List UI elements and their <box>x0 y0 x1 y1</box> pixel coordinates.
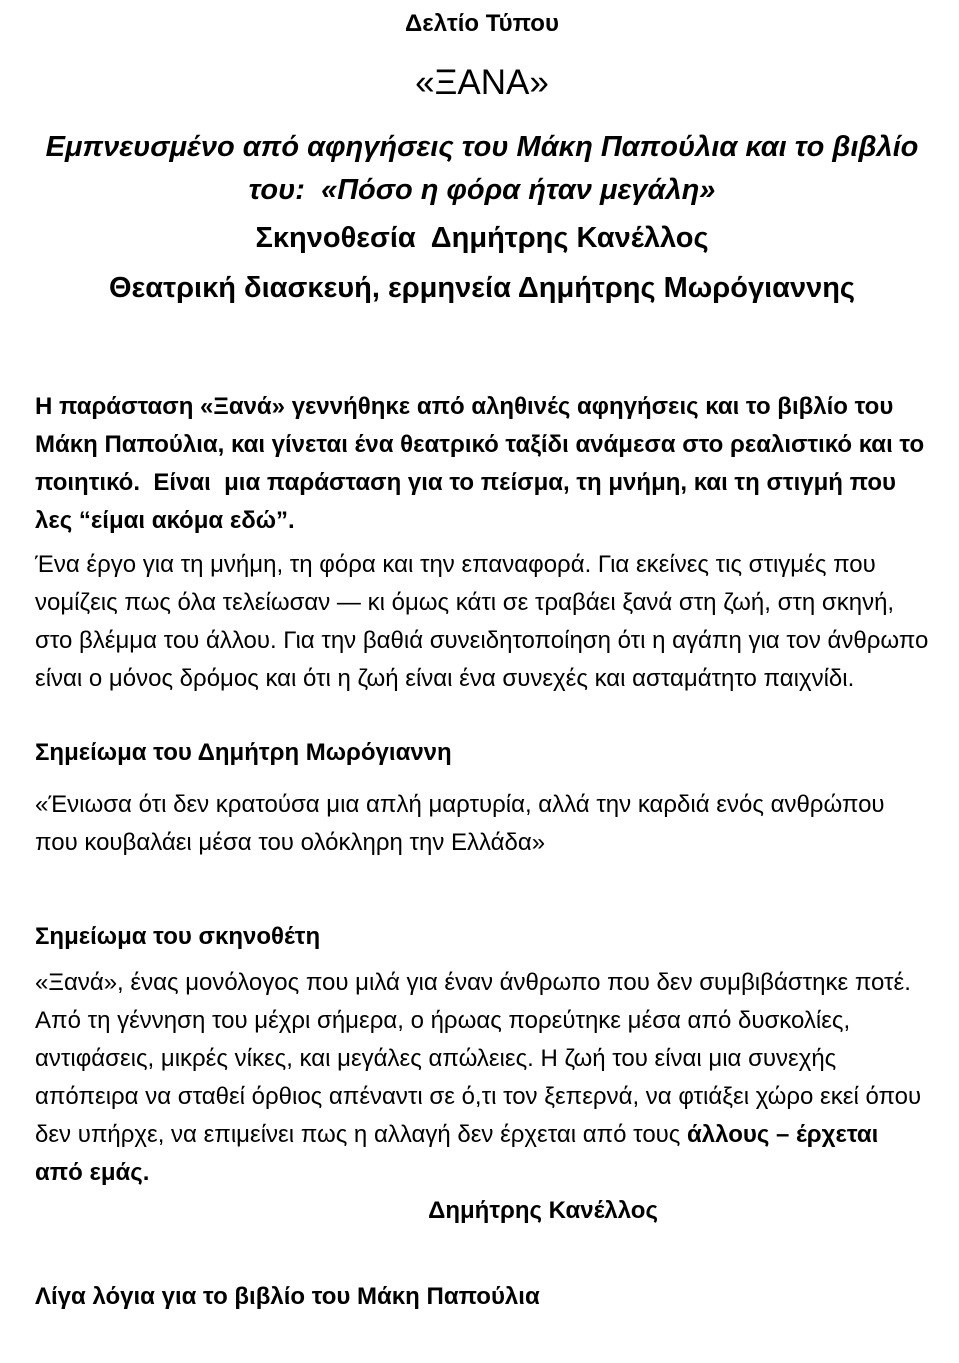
actor-note-text: «Ένιωσα ότι δεν κρατούσα μια απλή μαρτυρία, αλλά την καρδιά ενός ανθρώπου που κουβαλάει μέσα του ολόκληρη την Ελλάδα» <box>35 791 892 856</box>
inspiration-line: Εμπνευσμένο από αφηγήσεις του Μάκη Παπούλια και το βιβλίο του: «Πόσο η φόρα ήταν μεγάλη» <box>45 131 927 206</box>
director-note-text-bold: άλλους – έρχεται από εμάς. <box>35 1121 885 1186</box>
adaptation-credit: Θεατρική διασκευή, ερμηνεία Δημήτρης Μωρόγιαννης <box>108 272 856 304</box>
director-note-heading: Σημείωμα του σκηνοθέτη <box>35 923 321 950</box>
intro-paragraph: Ένα έργο για τη μνήμη, τη φόρα και την επαναφορά. Για εκείνες τις στιγμές που νομίζεις πως όλα τελείωσαν — κι όμως κάτι σε τραβάει ξανά στη ζωή, στη σκηνή, στο βλέμμα του άλλου. Για την βαθιά συνειδητοποίηση ότι η αγάπη για τον άνθρωπο είναι ο μόνος δρόμος και ότι η ζωή είναι ένα συνεχές και ασταμάτητο παιχνίδι. <box>35 551 936 692</box>
intro-paragraph-bold: Η παράσταση «Ξανά» γεννήθηκε από αληθινές αφηγήσεις και το βιβλίο του Μάκη Παπούλια, και γίνεται ένα θεατρικό ταξίδι ανάμεσα στο ρεαλιστικό και το ποιητικό. Είναι μια παράσταση για το πείσμα, τη μνήμη, και τη στιγμή που λες “είμαι ακόμα εδώ”. <box>35 393 931 534</box>
doc-type-title: Δελτίο Τύπου <box>405 10 559 37</box>
director-signature: Δημήτρης Κανέλλος <box>428 1197 658 1224</box>
director-note-text <box>35 964 929 1192</box>
direction-credit: Σκηνοθεσία Δημήτρης Κανέλλος <box>255 222 709 254</box>
show-title: «ΞΑΝΑ» <box>415 63 549 102</box>
director-note-text-regular: «Ξανά», ένας μονόλογος που μιλά για έναν άνθρωπο που δεν συμβιβάστηκε ποτέ. Από τη γέννηση του μέχρι σήμερα, ο ήρωας πορεύτηκε μέσα από δυσκολίες, αντιφάσεις, μικρές νίκες, και μεγάλες απώλειες. Η ζωή του είναι μια συνεχής απόπειρα να σταθεί όρθιος απέναντι σε ό,τι τον ξεπερνά, να φτιάξει χώρο εκεί όπου δεν υπήρχε, να επιμείνει πως η αλλαγή δεν έρχεται από τους <box>35 969 928 1148</box>
book-section-heading: Λίγα λόγια για το βιβλίο του Μάκη Παπούλια <box>35 1283 540 1310</box>
actor-note-heading: Σημείωμα του Δημήτρη Μωρόγιαννη <box>35 739 452 766</box>
